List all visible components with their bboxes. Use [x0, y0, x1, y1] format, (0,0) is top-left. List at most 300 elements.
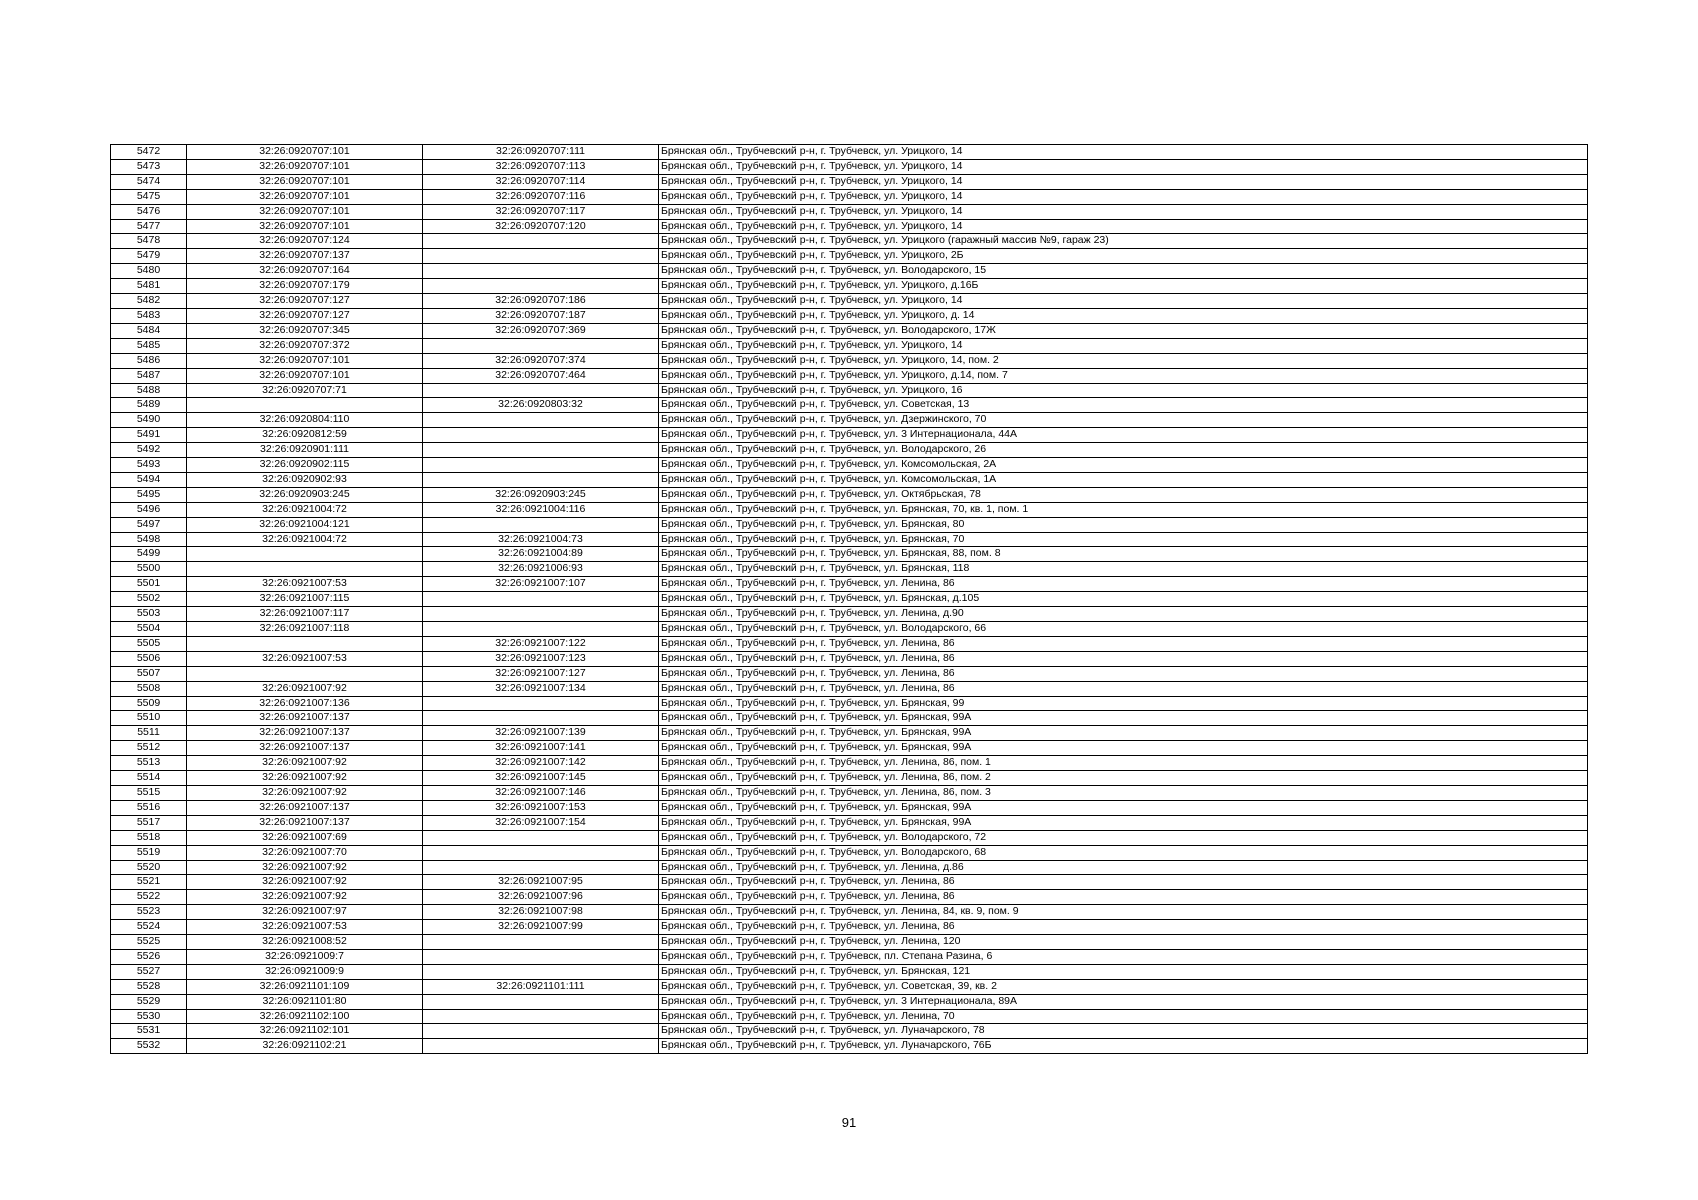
- address-cell: Брянская обл., Трубчевский р-н, г. Трубчевск, ул. Ленина, 120: [659, 935, 1588, 950]
- address-cell: Брянская обл., Трубчевский р-н, г. Трубчевск, ул. Советская, 39, кв. 2: [659, 979, 1588, 994]
- parcel-cadastral-number-cell: 32:26:0921007:137: [187, 800, 423, 815]
- address-cell: Брянская обл., Трубчевский р-н, г. Трубчевск, ул. Брянская, 99А: [659, 711, 1588, 726]
- building-cadastral-number-cell: 32:26:0921007:127: [423, 666, 659, 681]
- address-cell: Брянская обл., Трубчевский р-н, г. Трубчевск, ул. Брянская, 99А: [659, 800, 1588, 815]
- table-row: [111, 785, 1588, 800]
- table-row: [111, 204, 1588, 219]
- row-number-cell: 5528: [111, 979, 187, 994]
- address-cell: Брянская обл., Трубчевский р-н, г. Трубчевск, ул. Советская, 13: [659, 398, 1588, 413]
- address-cell: Брянская обл., Трубчевский р-н, г. Трубчевск, ул. Ленина, 86: [659, 890, 1588, 905]
- building-cadastral-number-cell: [423, 622, 659, 637]
- building-cadastral-number-cell: [423, 1024, 659, 1039]
- row-number-cell: 5507: [111, 666, 187, 681]
- table-row: [111, 577, 1588, 592]
- building-cadastral-number-cell: 32:26:0920707:111: [423, 145, 659, 160]
- building-cadastral-number-cell: [423, 517, 659, 532]
- building-cadastral-number-cell: 32:26:0921007:141: [423, 741, 659, 756]
- building-cadastral-number-cell: [423, 338, 659, 353]
- address-cell: Брянская обл., Трубчевский р-н, г. Трубчевск, ул. Ленина, 86: [659, 681, 1588, 696]
- building-cadastral-number-cell: 32:26:0921004:73: [423, 532, 659, 547]
- address-cell: Брянская обл., Трубчевский р-н, г. Трубчевск, ул. Ленина, 86: [659, 636, 1588, 651]
- table-row: [111, 622, 1588, 637]
- building-cadastral-number-cell: [423, 264, 659, 279]
- parcel-cadastral-number-cell: 32:26:0920707:137: [187, 249, 423, 264]
- row-number-cell: 5521: [111, 875, 187, 890]
- row-number-cell: 5531: [111, 1024, 187, 1039]
- table-row: [111, 383, 1588, 398]
- row-number-cell: 5491: [111, 428, 187, 443]
- parcel-cadastral-number-cell: 32:26:0921007:53: [187, 651, 423, 666]
- table-row: [111, 636, 1588, 651]
- table-row: [111, 935, 1588, 950]
- row-number-cell: 5472: [111, 145, 187, 160]
- table-row: [111, 547, 1588, 562]
- row-number-cell: 5492: [111, 443, 187, 458]
- table-row: [111, 920, 1588, 935]
- row-number-cell: 5473: [111, 159, 187, 174]
- table-row: [111, 711, 1588, 726]
- parcel-cadastral-number-cell: 32:26:0921007:97: [187, 905, 423, 920]
- table-row: [111, 830, 1588, 845]
- table-row: [111, 413, 1588, 428]
- address-cell: Брянская обл., Трубчевский р-н, г. Трубчевск, ул. Володарского, 15: [659, 264, 1588, 279]
- table-row: [111, 279, 1588, 294]
- building-cadastral-number-cell: 32:26:0921007:122: [423, 636, 659, 651]
- parcel-cadastral-number-cell: 32:26:0920707:345: [187, 323, 423, 338]
- parcel-cadastral-number-cell: 32:26:0921004:72: [187, 532, 423, 547]
- address-cell: Брянская обл., Трубчевский р-н, г. Трубчевск, ул. Луначарского, 76Б: [659, 1039, 1588, 1054]
- building-cadastral-number-cell: 32:26:0920707:374: [423, 353, 659, 368]
- table-row: [111, 607, 1588, 622]
- address-cell: Брянская обл., Трубчевский р-н, г. Трубчевск, ул. Урицкого, 14: [659, 174, 1588, 189]
- address-cell: Брянская обл., Трубчевский р-н, г. Трубчевск, ул. Урицкого, 14, пом. 2: [659, 353, 1588, 368]
- parcel-cadastral-number-cell: 32:26:0921007:92: [187, 785, 423, 800]
- parcel-cadastral-number-cell: 32:26:0921007:137: [187, 726, 423, 741]
- row-number-cell: 5523: [111, 905, 187, 920]
- table-row: [111, 443, 1588, 458]
- parcel-cadastral-number-cell: 32:26:0920902:115: [187, 458, 423, 473]
- row-number-cell: 5514: [111, 771, 187, 786]
- building-cadastral-number-cell: 32:26:0920707:186: [423, 294, 659, 309]
- parcel-cadastral-number-cell: 32:26:0921007:136: [187, 696, 423, 711]
- row-number-cell: 5474: [111, 174, 187, 189]
- row-number-cell: 5511: [111, 726, 187, 741]
- table-row: [111, 890, 1588, 905]
- row-number-cell: 5530: [111, 1009, 187, 1024]
- building-cadastral-number-cell: [423, 845, 659, 860]
- parcel-cadastral-number-cell: 32:26:0921007:92: [187, 890, 423, 905]
- registry-table-body: [111, 145, 1588, 1054]
- address-cell: Брянская обл., Трубчевский р-н, г. Трубчевск, ул. Володарского, 68: [659, 845, 1588, 860]
- table-row: [111, 472, 1588, 487]
- table-row: [111, 964, 1588, 979]
- address-cell: Брянская обл., Трубчевский р-н, г. Трубчевск, ул. Ленина, 86: [659, 651, 1588, 666]
- building-cadastral-number-cell: [423, 279, 659, 294]
- address-cell: Брянская обл., Трубчевский р-н, г. Трубчевск, ул. Брянская, 88, пом. 8: [659, 547, 1588, 562]
- row-number-cell: 5494: [111, 472, 187, 487]
- address-cell: Брянская обл., Трубчевский р-н, г. Трубчевск, ул. Брянская, 80: [659, 517, 1588, 532]
- row-number-cell: 5495: [111, 487, 187, 502]
- parcel-cadastral-number-cell: 32:26:0921102:100: [187, 1009, 423, 1024]
- parcel-cadastral-number-cell: 32:26:0920707:101: [187, 145, 423, 160]
- row-number-cell: 5505: [111, 636, 187, 651]
- row-number-cell: 5483: [111, 308, 187, 323]
- parcel-cadastral-number-cell: 32:26:0921007:137: [187, 711, 423, 726]
- address-cell: Брянская обл., Трубчевский р-н, г. Трубчевск, ул. Октябрьская, 78: [659, 487, 1588, 502]
- parcel-cadastral-number-cell: 32:26:0920707:71: [187, 383, 423, 398]
- parcel-cadastral-number-cell: 32:26:0921007:53: [187, 920, 423, 935]
- table-row: [111, 800, 1588, 815]
- building-cadastral-number-cell: [423, 428, 659, 443]
- row-number-cell: 5527: [111, 964, 187, 979]
- parcel-cadastral-number-cell: 32:26:0921008:52: [187, 935, 423, 950]
- address-cell: Брянская обл., Трубчевский р-н, г. Трубчевск, ул. Ленина, 86, пом. 3: [659, 785, 1588, 800]
- building-cadastral-number-cell: [423, 935, 659, 950]
- address-cell: Брянская обл., Трубчевский р-н, г. Трубчевск, ул. Урицкого, 14: [659, 338, 1588, 353]
- address-cell: Брянская обл., Трубчевский р-н, г. Трубчевск, ул. Ленина, д.86: [659, 860, 1588, 875]
- parcel-cadastral-number-cell: 32:26:0920707:127: [187, 308, 423, 323]
- row-number-cell: 5475: [111, 189, 187, 204]
- address-cell: Брянская обл., Трубчевский р-н, г. Трубчевск, ул. Ленина, 86: [659, 875, 1588, 890]
- building-cadastral-number-cell: [423, 472, 659, 487]
- row-number-cell: 5516: [111, 800, 187, 815]
- parcel-cadastral-number-cell: 32:26:0920707:101: [187, 368, 423, 383]
- building-cadastral-number-cell: 32:26:0920707:120: [423, 219, 659, 234]
- row-number-cell: 5509: [111, 696, 187, 711]
- address-cell: Брянская обл., Трубчевский р-н, г. Трубчевск, ул. Урицкого, 14: [659, 159, 1588, 174]
- table-row: [111, 517, 1588, 532]
- row-number-cell: 5501: [111, 577, 187, 592]
- building-cadastral-number-cell: [423, 711, 659, 726]
- address-cell: Брянская обл., Трубчевский р-н, г. Трубчевск, ул. Урицкого, 2Б: [659, 249, 1588, 264]
- row-number-cell: 5479: [111, 249, 187, 264]
- building-cadastral-number-cell: 32:26:0921007:139: [423, 726, 659, 741]
- building-cadastral-number-cell: 32:26:0921007:134: [423, 681, 659, 696]
- parcel-cadastral-number-cell: 32:26:0920902:93: [187, 472, 423, 487]
- row-number-cell: 5499: [111, 547, 187, 562]
- building-cadastral-number-cell: 32:26:0920903:245: [423, 487, 659, 502]
- table-row: [111, 532, 1588, 547]
- row-number-cell: 5519: [111, 845, 187, 860]
- building-cadastral-number-cell: 32:26:0921101:111: [423, 979, 659, 994]
- building-cadastral-number-cell: [423, 458, 659, 473]
- row-number-cell: 5489: [111, 398, 187, 413]
- parcel-cadastral-number-cell: 32:26:0921007:92: [187, 875, 423, 890]
- building-cadastral-number-cell: [423, 1039, 659, 1054]
- parcel-cadastral-number-cell: 32:26:0920707:179: [187, 279, 423, 294]
- row-number-cell: 5508: [111, 681, 187, 696]
- table-row: [111, 875, 1588, 890]
- table-row: [111, 696, 1588, 711]
- building-cadastral-number-cell: 32:26:0920803:32: [423, 398, 659, 413]
- building-cadastral-number-cell: 32:26:0921007:145: [423, 771, 659, 786]
- parcel-cadastral-number-cell: 32:26:0921101:109: [187, 979, 423, 994]
- address-cell: Брянская обл., Трубчевский р-н, г. Трубчевск, ул. Урицкого, 14: [659, 189, 1588, 204]
- building-cadastral-number-cell: [423, 964, 659, 979]
- row-number-cell: 5504: [111, 622, 187, 637]
- address-cell: Брянская обл., Трубчевский р-н, г. Трубчевск, ул. Ленина, 84, кв. 9, пом. 9: [659, 905, 1588, 920]
- parcel-cadastral-number-cell: 32:26:0921004:72: [187, 502, 423, 517]
- building-cadastral-number-cell: 32:26:0921007:154: [423, 815, 659, 830]
- parcel-cadastral-number-cell: 32:26:0920707:101: [187, 174, 423, 189]
- building-cadastral-number-cell: 32:26:0920707:116: [423, 189, 659, 204]
- parcel-cadastral-number-cell: 32:26:0921007:118: [187, 622, 423, 637]
- address-cell: Брянская обл., Трубчевский р-н, г. Трубчевск, ул. Ленина, д.90: [659, 607, 1588, 622]
- page-number: 91: [841, 1115, 857, 1130]
- address-cell: Брянская обл., Трубчевский р-н, г. Трубчевск, ул. Ленина, 86, пом. 1: [659, 756, 1588, 771]
- table-row: [111, 1024, 1588, 1039]
- parcel-cadastral-number-cell: 32:26:0920812:59: [187, 428, 423, 443]
- building-cadastral-number-cell: [423, 1009, 659, 1024]
- row-number-cell: 5503: [111, 607, 187, 622]
- table-row: [111, 562, 1588, 577]
- parcel-cadastral-number-cell: [187, 398, 423, 413]
- table-row: [111, 949, 1588, 964]
- address-cell: Брянская обл., Трубчевский р-н, г. Трубчевск, ул. Ленина, 70: [659, 1009, 1588, 1024]
- building-cadastral-number-cell: [423, 413, 659, 428]
- parcel-cadastral-number-cell: 32:26:0921007:70: [187, 845, 423, 860]
- address-cell: Брянская обл., Трубчевский р-н, г. Трубчевск, ул. Комсомольская, 2А: [659, 458, 1588, 473]
- building-cadastral-number-cell: 32:26:0920707:187: [423, 308, 659, 323]
- table-row: [111, 249, 1588, 264]
- table-row: [111, 726, 1588, 741]
- parcel-cadastral-number-cell: [187, 562, 423, 577]
- building-cadastral-number-cell: [423, 592, 659, 607]
- parcel-cadastral-number-cell: 32:26:0921004:121: [187, 517, 423, 532]
- parcel-cadastral-number-cell: 32:26:0920707:101: [187, 353, 423, 368]
- address-cell: Брянская обл., Трубчевский р-н, г. Трубчевск, ул. Луначарского, 78: [659, 1024, 1588, 1039]
- table-row: [111, 145, 1588, 160]
- parcel-cadastral-number-cell: 32:26:0921007:53: [187, 577, 423, 592]
- address-cell: Брянская обл., Трубчевский р-н, г. Трубчевск, ул. Володарского, 66: [659, 622, 1588, 637]
- row-number-cell: 5486: [111, 353, 187, 368]
- row-number-cell: 5487: [111, 368, 187, 383]
- table-row: [111, 741, 1588, 756]
- row-number-cell: 5502: [111, 592, 187, 607]
- building-cadastral-number-cell: [423, 949, 659, 964]
- row-number-cell: 5477: [111, 219, 187, 234]
- building-cadastral-number-cell: [423, 234, 659, 249]
- building-cadastral-number-cell: 32:26:0921007:95: [423, 875, 659, 890]
- parcel-cadastral-number-cell: 32:26:0921007:137: [187, 741, 423, 756]
- table-row: [111, 771, 1588, 786]
- address-cell: Брянская обл., Трубчевский р-н, г. Трубчевск, ул. Ленина, 86: [659, 666, 1588, 681]
- table-row: [111, 994, 1588, 1009]
- row-number-cell: 5488: [111, 383, 187, 398]
- row-number-cell: 5510: [111, 711, 187, 726]
- parcel-cadastral-number-cell: 32:26:0921007:92: [187, 756, 423, 771]
- address-cell: Брянская обл., Трубчевский р-н, г. Трубчевск, ул. Урицкого, 14: [659, 219, 1588, 234]
- row-number-cell: 5526: [111, 949, 187, 964]
- address-cell: Брянская обл., Трубчевский р-н, г. Трубчевск, ул. Урицкого, 14: [659, 145, 1588, 160]
- parcel-cadastral-number-cell: 32:26:0921007:115: [187, 592, 423, 607]
- table-row: [111, 845, 1588, 860]
- address-cell: Брянская обл., Трубчевский р-н, г. Трубчевск, ул. Комсомольская, 1А: [659, 472, 1588, 487]
- parcel-cadastral-number-cell: 32:26:0921009:9: [187, 964, 423, 979]
- parcel-cadastral-number-cell: 32:26:0921007:92: [187, 771, 423, 786]
- parcel-cadastral-number-cell: [187, 636, 423, 651]
- address-cell: Брянская обл., Трубчевский р-н, г. Трубчевск, ул. Брянская, 118: [659, 562, 1588, 577]
- building-cadastral-number-cell: 32:26:0920707:464: [423, 368, 659, 383]
- row-number-cell: 5506: [111, 651, 187, 666]
- building-cadastral-number-cell: 32:26:0921007:123: [423, 651, 659, 666]
- table-row: [111, 651, 1588, 666]
- parcel-cadastral-number-cell: 32:26:0921007:137: [187, 815, 423, 830]
- row-number-cell: 5529: [111, 994, 187, 1009]
- table-row: [111, 174, 1588, 189]
- table-row: [111, 1009, 1588, 1024]
- address-cell: Брянская обл., Трубчевский р-н, г. Трубчевск, ул. Ленина, 86: [659, 920, 1588, 935]
- building-cadastral-number-cell: 32:26:0920707:113: [423, 159, 659, 174]
- registry-table: [110, 144, 1588, 1054]
- table-row: [111, 487, 1588, 502]
- row-number-cell: 5481: [111, 279, 187, 294]
- address-cell: Брянская обл., Трубчевский р-н, г. Трубчевск, ул. 3 Интернационала, 44А: [659, 428, 1588, 443]
- address-cell: Брянская обл., Трубчевский р-н, г. Трубчевск, ул. Брянская, 121: [659, 964, 1588, 979]
- building-cadastral-number-cell: 32:26:0920707:117: [423, 204, 659, 219]
- address-cell: Брянская обл., Трубчевский р-н, г. Трубчевск, ул. Володарского, 17Ж: [659, 323, 1588, 338]
- address-cell: Брянская обл., Трубчевский р-н, г. Трубчевск, ул. Урицкого, 16: [659, 383, 1588, 398]
- building-cadastral-number-cell: 32:26:0920707:369: [423, 323, 659, 338]
- table-row: [111, 428, 1588, 443]
- parcel-cadastral-number-cell: 32:26:0921009:7: [187, 949, 423, 964]
- parcel-cadastral-number-cell: 32:26:0920707:372: [187, 338, 423, 353]
- building-cadastral-number-cell: 32:26:0921007:142: [423, 756, 659, 771]
- building-cadastral-number-cell: 32:26:0921007:107: [423, 577, 659, 592]
- row-number-cell: 5532: [111, 1039, 187, 1054]
- parcel-cadastral-number-cell: 32:26:0921007:92: [187, 681, 423, 696]
- parcel-cadastral-number-cell: 32:26:0920903:245: [187, 487, 423, 502]
- table-row: [111, 979, 1588, 994]
- row-number-cell: 5518: [111, 830, 187, 845]
- building-cadastral-number-cell: [423, 443, 659, 458]
- address-cell: Брянская обл., Трубчевский р-н, г. Трубчевск, ул. Володарского, 72: [659, 830, 1588, 845]
- table-row: [111, 860, 1588, 875]
- address-cell: Брянская обл., Трубчевский р-н, г. Трубчевск, ул. Урицкого, д.14, пом. 7: [659, 368, 1588, 383]
- address-cell: Брянская обл., Трубчевский р-н, г. Трубчевск, ул. Урицкого, д.16Б: [659, 279, 1588, 294]
- address-cell: Брянская обл., Трубчевский р-н, г. Трубчевск, ул. Дзержинского, 70: [659, 413, 1588, 428]
- address-cell: Брянская обл., Трубчевский р-н, г. Трубчевск, ул. Урицкого, 14: [659, 294, 1588, 309]
- address-cell: Брянская обл., Трубчевский р-н, г. Трубчевск, ул. Урицкого, 14: [659, 204, 1588, 219]
- building-cadastral-number-cell: 32:26:0921007:153: [423, 800, 659, 815]
- parcel-cadastral-number-cell: 32:26:0921101:80: [187, 994, 423, 1009]
- row-number-cell: 5522: [111, 890, 187, 905]
- table-row: [111, 398, 1588, 413]
- parcel-cadastral-number-cell: 32:26:0920707:127: [187, 294, 423, 309]
- parcel-cadastral-number-cell: 32:26:0920707:101: [187, 189, 423, 204]
- table-row: [111, 905, 1588, 920]
- parcel-cadastral-number-cell: 32:26:0921007:92: [187, 860, 423, 875]
- row-number-cell: 5496: [111, 502, 187, 517]
- table-row: [111, 458, 1588, 473]
- parcel-cadastral-number-cell: 32:26:0921102:101: [187, 1024, 423, 1039]
- table-row: [111, 219, 1588, 234]
- row-number-cell: 5480: [111, 264, 187, 279]
- row-number-cell: 5493: [111, 458, 187, 473]
- table-row: [111, 323, 1588, 338]
- parcel-cadastral-number-cell: 32:26:0920707:164: [187, 264, 423, 279]
- building-cadastral-number-cell: [423, 696, 659, 711]
- address-cell: Брянская обл., Трубчевский р-н, г. Трубчевск, ул. Брянская, д.105: [659, 592, 1588, 607]
- building-cadastral-number-cell: 32:26:0921006:93: [423, 562, 659, 577]
- row-number-cell: 5485: [111, 338, 187, 353]
- table-row: [111, 502, 1588, 517]
- building-cadastral-number-cell: 32:26:0921007:146: [423, 785, 659, 800]
- table-row: [111, 264, 1588, 279]
- address-cell: Брянская обл., Трубчевский р-н, г. Трубчевск, ул. Володарского, 26: [659, 443, 1588, 458]
- address-cell: Брянская обл., Трубчевский р-н, г. Трубчевск, ул. 3 Интернационала, 89А: [659, 994, 1588, 1009]
- address-cell: Брянская обл., Трубчевский р-н, г. Трубчевск, ул. Брянская, 70, кв. 1, пом. 1: [659, 502, 1588, 517]
- building-cadastral-number-cell: 32:26:0921007:98: [423, 905, 659, 920]
- row-number-cell: 5520: [111, 860, 187, 875]
- parcel-cadastral-number-cell: [187, 666, 423, 681]
- building-cadastral-number-cell: [423, 249, 659, 264]
- table-row: [111, 592, 1588, 607]
- table-row: [111, 353, 1588, 368]
- row-number-cell: 5512: [111, 741, 187, 756]
- row-number-cell: 5524: [111, 920, 187, 935]
- table-row: [111, 308, 1588, 323]
- table-row: [111, 234, 1588, 249]
- table-row: [111, 294, 1588, 309]
- row-number-cell: 5525: [111, 935, 187, 950]
- table-row: [111, 1039, 1588, 1054]
- building-cadastral-number-cell: [423, 830, 659, 845]
- building-cadastral-number-cell: [423, 383, 659, 398]
- parcel-cadastral-number-cell: 32:26:0921102:21: [187, 1039, 423, 1054]
- row-number-cell: 5484: [111, 323, 187, 338]
- row-number-cell: 5515: [111, 785, 187, 800]
- parcel-cadastral-number-cell: 32:26:0920804:110: [187, 413, 423, 428]
- building-cadastral-number-cell: 32:26:0921007:96: [423, 890, 659, 905]
- parcel-cadastral-number-cell: 32:26:0920707:101: [187, 219, 423, 234]
- building-cadastral-number-cell: 32:26:0920707:114: [423, 174, 659, 189]
- parcel-cadastral-number-cell: 32:26:0920707:124: [187, 234, 423, 249]
- table-row: [111, 159, 1588, 174]
- row-number-cell: 5500: [111, 562, 187, 577]
- row-number-cell: 5476: [111, 204, 187, 219]
- address-cell: Брянская обл., Трубчевский р-н, г. Трубчевск, ул. Ленина, 86, пом. 2: [659, 771, 1588, 786]
- row-number-cell: 5478: [111, 234, 187, 249]
- parcel-cadastral-number-cell: [187, 547, 423, 562]
- building-cadastral-number-cell: 32:26:0921004:89: [423, 547, 659, 562]
- parcel-cadastral-number-cell: 32:26:0920901:111: [187, 443, 423, 458]
- building-cadastral-number-cell: [423, 860, 659, 875]
- table-row: [111, 666, 1588, 681]
- address-cell: Брянская обл., Трубчевский р-н, г. Трубчевск, ул. Брянская, 99: [659, 696, 1588, 711]
- address-cell: Брянская обл., Трубчевский р-н, г. Трубчевск, ул. Брянская, 99А: [659, 726, 1588, 741]
- address-cell: Брянская обл., Трубчевский р-н, г. Трубчевск, ул. Брянская, 99А: [659, 741, 1588, 756]
- parcel-cadastral-number-cell: 32:26:0920707:101: [187, 204, 423, 219]
- building-cadastral-number-cell: [423, 994, 659, 1009]
- parcel-cadastral-number-cell: 32:26:0921007:69: [187, 830, 423, 845]
- address-cell: Брянская обл., Трубчевский р-н, г. Трубчевск, ул. Брянская, 70: [659, 532, 1588, 547]
- row-number-cell: 5482: [111, 294, 187, 309]
- address-cell: Брянская обл., Трубчевский р-н, г. Трубчевск, ул. Ленина, 86: [659, 577, 1588, 592]
- address-cell: Брянская обл., Трубчевский р-н, г. Трубчевск, ул. Брянская, 99А: [659, 815, 1588, 830]
- row-number-cell: 5490: [111, 413, 187, 428]
- row-number-cell: 5498: [111, 532, 187, 547]
- address-cell: Брянская обл., Трубчевский р-н, г. Трубчевск, ул. Урицкого, д. 14: [659, 308, 1588, 323]
- parcel-cadastral-number-cell: 32:26:0921007:117: [187, 607, 423, 622]
- table-row: [111, 368, 1588, 383]
- table-row: [111, 815, 1588, 830]
- address-cell: Брянская обл., Трубчевский р-н, г. Трубчевск, ул. Урицкого (гаражный массив №9, гараж 23): [659, 234, 1588, 249]
- row-number-cell: 5497: [111, 517, 187, 532]
- table-row: [111, 189, 1588, 204]
- row-number-cell: 5513: [111, 756, 187, 771]
- row-number-cell: 5517: [111, 815, 187, 830]
